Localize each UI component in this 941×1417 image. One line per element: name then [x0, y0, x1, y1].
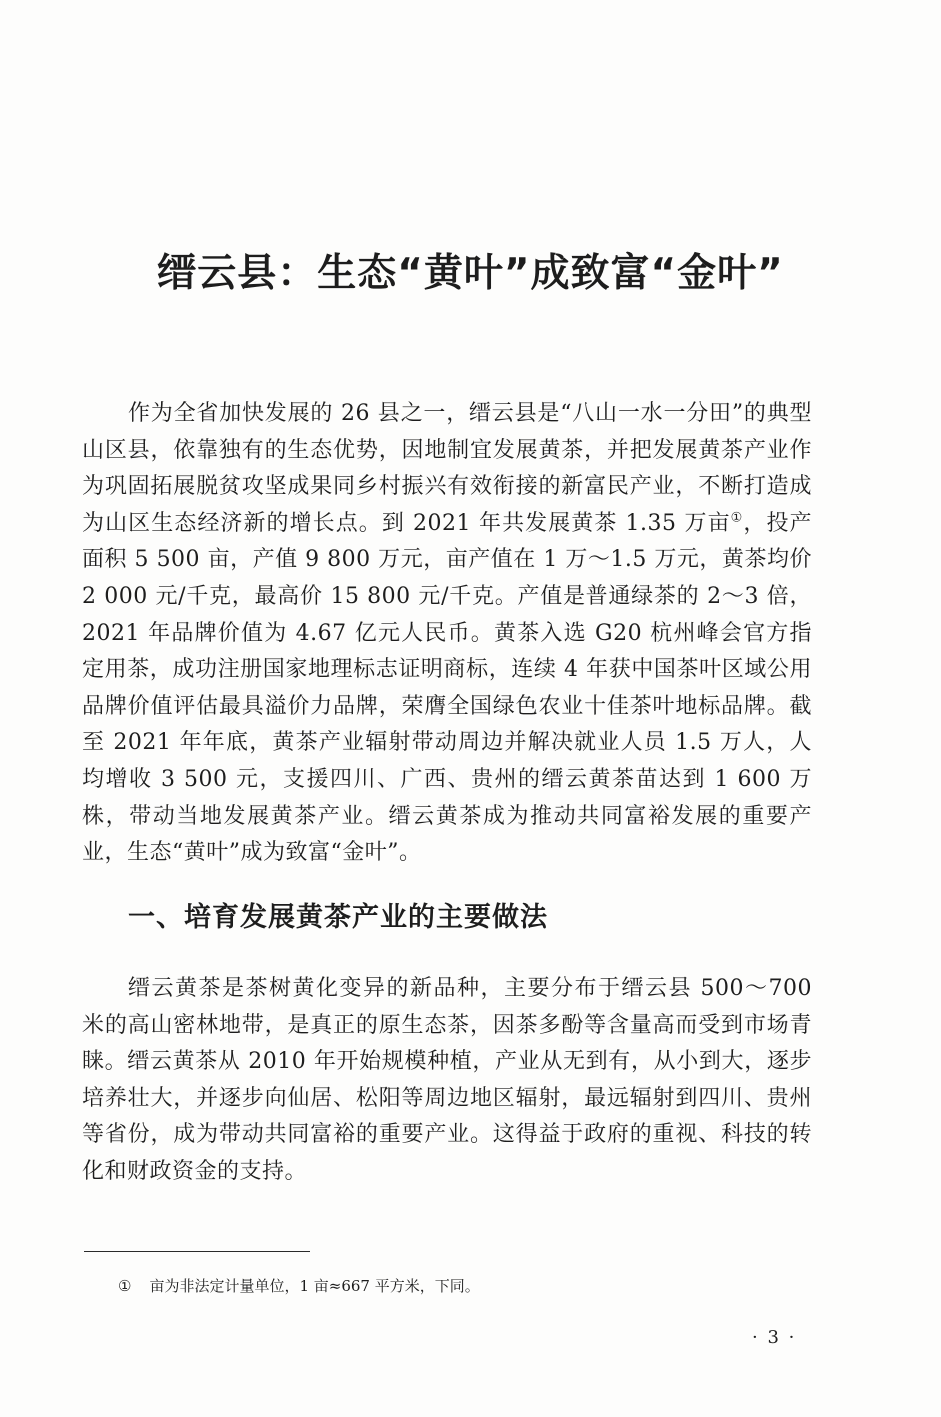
intro-paragraph [82, 396, 812, 872]
section-heading: 一、培育发展黄茶产业的主要做法 [128, 902, 548, 933]
intro-text-part2: ，投产面积 5 500 亩，产值 9 800 万元，亩产值在 1 万～1.5 万元，黄茶均价 2 000 元/千克，最高价 15 800 元/千克。产值是普通绿茶的 2～3 倍，2021 年品牌价值为 4.67 亿元人民币。黄茶入选 G20 杭州峰会官方指定用茶，成功注册国家地理标志证明商标，连续 4 年获中国茶叶区域公用品牌价值评估最具溢价力品牌，荣膺全国绿色农业十佳茶叶地标品牌。截至 2021 年年底，黄茶产业辐射带动周边并解决就业人员 1.5 万人，人均增收 3 500 元，支援四川、广西、贵州的缙云黄茶苗达到 1 600 万株，带动当地发展黄茶产业。缙云黄茶成为推动共同富裕发展的重要产业，生态“黄叶”成为致富“金叶”。 [82, 510, 813, 866]
footnote [118, 1274, 480, 1298]
footnote-reference[interactable]: ① [730, 510, 744, 526]
page-number: · 3 · [752, 1327, 797, 1348]
footnote-mark: ① [118, 1277, 132, 1295]
footnote-divider [84, 1251, 310, 1252]
section-paragraph: 缙云黄茶是茶树黄化变异的新品种，主要分布于缙云县 500～700 米的高山密林地带，是真正的原生态茶，因茶多酚等含量高而受到市场青睐。缙云黄茶从 2010 年开始规模种植，产业从无到有，从小到大，逐步培养壮大，并逐步向仙居、松阳等周边地区辐射，最远辐射到四川、贵州等省份，成为带动共同富裕的重要产业。这得益于政府的重视、科技的转化和财政资金的支持。 [82, 976, 812, 1184]
article-title: 缙云县：生态“黄叶”成致富“金叶” [157, 251, 784, 296]
intro-text-part1: 作为全省加快发展的 26 县之一，缙云县是“八山一水一分田”的典型山区县，依靠独有的生态优势，因地制宜发展黄茶，并把发展黄茶产业作为巩固拓展脱贫攻坚成果同乡村振兴有效衔接的新富民产业，不断打造成为山区生态经济新的增长点。到 2021 年共发展黄茶 1.35 万亩 [82, 401, 812, 536]
footnote-text: 亩为非法定计量单位，1 亩≈667 平方米，下同。 [149, 1277, 480, 1295]
